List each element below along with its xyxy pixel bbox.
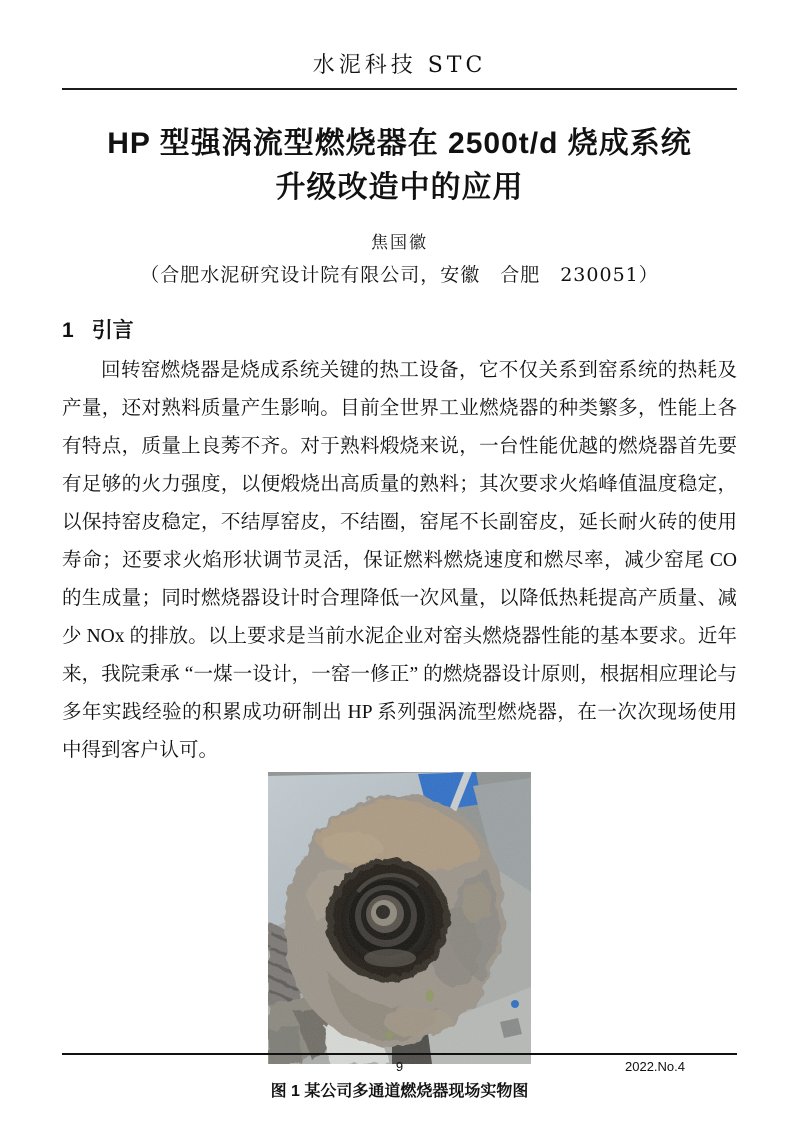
author-affiliation: （合肥水泥研究设计院有限公司，安徽 合肥 230051） (140, 264, 659, 286)
burner-field-photo (268, 772, 531, 1064)
page-footer (62, 1053, 737, 1077)
content-column (62, 0, 737, 1101)
footer-divider (62, 1053, 737, 1055)
article-title-line2: 升级改造中的应用 (275, 171, 524, 204)
page-number: 9 (395, 1059, 404, 1074)
issue-label: 2022.No.4 (625, 1059, 685, 1074)
article-title-line1: HP 型强涡流型燃烧器在 2500t/d 烧成系统 (107, 127, 692, 160)
burner-photo-illustration (268, 772, 531, 1064)
body-paragraph: 回转窑燃烧器是烧成系统关键的热工设备，它不仅关系到窑系统的热耗及产量，还对熟料质量产生影响。目前全世界工业燃烧器的种类繁多，性能上各有特点，质量上良莠不齐。对于熟料煅烧来说，一台性能优越的燃烧器首先要有足够的火力强度，以便煅烧出高质量的熟料；其次要求火焰峰值温度稳定，以保持窑皮稳定，不结厚窑皮，不结圈，窑尾不长副窑皮，延长耐火砖的使用寿命；还要求火焰形状调节灵活，保证燃料燃烧速度和燃尽率，减少窑尾 CO 的生成量；同时燃烧器设计时合理降低一次风量，以降低热耗提高产质量、减少 NOx 的排放。以上要求是当前水泥企业对窑头燃烧器性能的基本要求。近年来，我院秉承 “一煤一设计，一窑一修正” 的燃烧器设计原则，根据相应理论与多年实践经验的积累成功研制出 HP 系列强涡流型燃烧器，在一次次现场使用中得到客户认可。 (62, 360, 737, 761)
section-title: 引言 (91, 319, 134, 342)
article-title (62, 122, 737, 210)
page-header (62, 48, 737, 90)
section-heading (62, 314, 737, 344)
section-number: 1 (62, 319, 74, 342)
journal-title: 水泥科技 STC (312, 53, 487, 78)
figure-1-caption: 图 1 某公司多通道燃烧器现场实物图 (270, 1083, 529, 1100)
footer-row (62, 1059, 737, 1077)
figure-1 (62, 772, 737, 1101)
author-name: 焦国徽 (371, 233, 428, 253)
header-divider (62, 88, 737, 90)
